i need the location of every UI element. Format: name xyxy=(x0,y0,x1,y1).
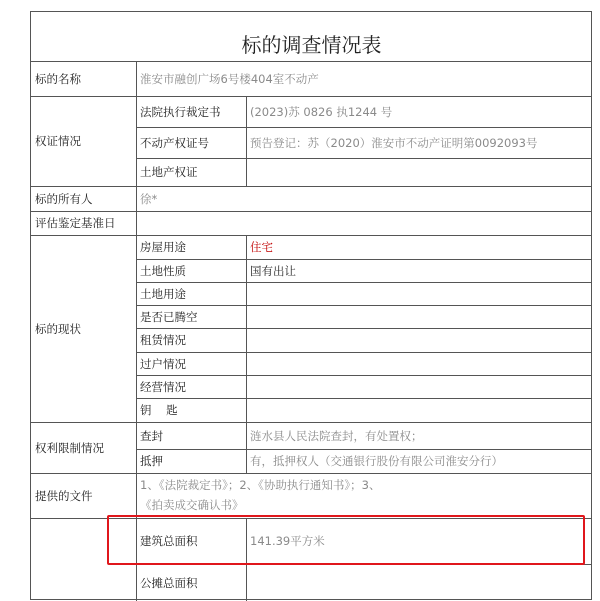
owner-label: 标的所有人 xyxy=(35,191,93,206)
docs-value: 1、《法院裁定书》；2、《协助执行通知书》；3、《拍卖成交确认书》 xyxy=(140,478,381,512)
building-area-label: 建筑总面积 xyxy=(140,534,198,548)
property-cert-value: 预告登记：苏（2020）淮安市不动产证明第0092093号 xyxy=(250,135,538,150)
page-title: 标的调查情况表 xyxy=(31,12,592,62)
house-use-label: 房屋用途 xyxy=(140,240,186,254)
land-nature-value: 国有出让 xyxy=(250,263,296,278)
name-label: 标的名称 xyxy=(35,72,81,86)
transfer-label: 过户情况 xyxy=(140,356,186,371)
shared-area-label: 公摊总面积 xyxy=(140,575,198,590)
vacant-label: 是否已腾空 xyxy=(140,309,198,324)
name-value: 淮安市融创广场6号楼404室不动产 xyxy=(140,72,319,86)
lease-label: 租赁情况 xyxy=(140,333,186,347)
owner-value: 徐* xyxy=(140,191,158,206)
mortgage-value: 有，抵押权人（交通银行股份有限公司淮安分行） xyxy=(250,454,503,468)
status-label: 标的现状 xyxy=(35,321,81,336)
seal-label: 查封 xyxy=(140,428,163,443)
building-area-value: 141.39平方米 xyxy=(250,534,325,548)
highlight-box xyxy=(107,515,585,565)
survey-table xyxy=(30,11,592,600)
land-cert-label: 土地产权证 xyxy=(140,165,198,179)
operation-label: 经营情况 xyxy=(140,379,186,394)
mortgage-label: 抵押 xyxy=(140,454,163,468)
restrict-label: 权利限制情况 xyxy=(35,440,104,455)
key-label: 钥 匙 xyxy=(140,403,178,417)
eval-date-label: 评估鉴定基准日 xyxy=(35,216,116,230)
court-doc-label: 法院执行裁定书 xyxy=(140,104,221,119)
property-cert-label: 不动产权证号 xyxy=(140,135,209,150)
house-use-value: 住宅 xyxy=(250,240,273,254)
cert-label: 权证情况 xyxy=(35,134,81,148)
docs-label: 提供的文件 xyxy=(35,488,93,503)
land-nature-label: 土地性质 xyxy=(140,263,186,278)
land-use-label: 土地用途 xyxy=(140,286,186,301)
court-doc-value: (2023)苏 0826 执1244 号 xyxy=(250,104,393,119)
seal-value: 涟水县人民法院查封，有处置权； xyxy=(250,428,423,443)
